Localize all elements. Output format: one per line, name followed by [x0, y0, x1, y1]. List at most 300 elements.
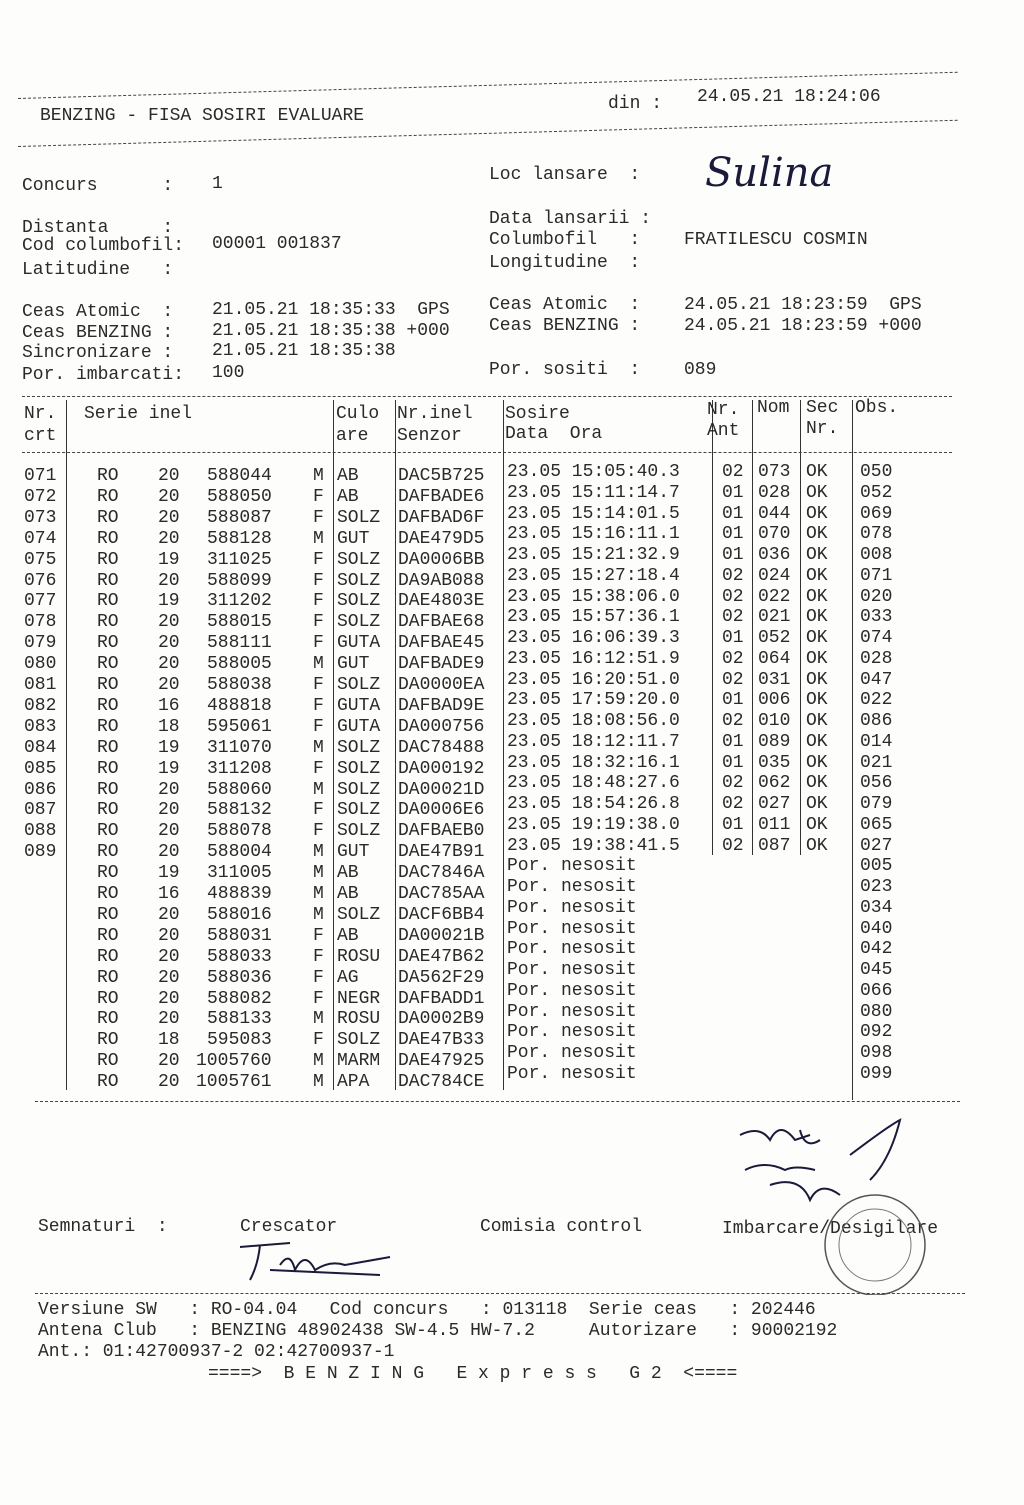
cell-color: GUTA: [337, 716, 381, 737]
cell-arrival: 23.05 18:48:27.6: [507, 773, 680, 794]
info-right-label: Data lansarii :: [489, 209, 652, 229]
cell-sex: M: [313, 1072, 324, 1093]
cell-year: 20: [158, 528, 180, 549]
cell-sec-nr: OK: [806, 648, 828, 669]
cell-sensor-ring: DA0006BB: [398, 549, 485, 570]
cell-obs: 050: [860, 462, 893, 482]
cell-row-number: 081: [24, 675, 57, 695]
cell-antenna: 01: [722, 731, 744, 752]
cell-sec-nr: OK: [806, 628, 828, 648]
cell-arrival: 23.05 15:21:32.9: [507, 545, 680, 565]
cell-ring-number: 588004: [207, 842, 272, 863]
cell-arrival: 23.05 15:38:06.0: [507, 586, 680, 607]
cell-antenna: 01: [722, 628, 744, 648]
cell-obs: 086: [860, 711, 893, 731]
cell-obs: 020: [860, 586, 893, 607]
cell-color: SOLZ: [337, 612, 381, 633]
cell-arrival: 23.05 16:20:51.0: [507, 669, 680, 690]
column-header: Senzor: [397, 426, 462, 446]
cell-year: 20: [158, 821, 180, 842]
cell-nominated: 022: [758, 586, 791, 607]
cell-obs: 040: [860, 918, 893, 939]
control-committee-label: Comisia control: [480, 1217, 643, 1237]
cell-ring-number: 588044: [207, 466, 272, 486]
cell-sec-nr: OK: [806, 503, 828, 524]
column-header: Nr.: [707, 400, 740, 420]
table-header-rule: [22, 452, 952, 453]
info-left-value: 21.05.21 18:35:33 GPS: [212, 300, 450, 320]
cell-country: RO: [97, 507, 119, 528]
column-divider: [852, 400, 853, 1100]
cell-sensor-ring: DAE47B62: [398, 946, 485, 967]
cell-arrival: Por. nesosit: [507, 918, 637, 939]
signatures-label: Semnaturi :: [38, 1217, 168, 1237]
column-divider: [395, 400, 396, 1090]
cell-arrival: 23.05 18:54:26.8: [507, 794, 680, 814]
cell-color: AB: [337, 486, 359, 507]
cell-obs: 047: [860, 669, 893, 690]
cell-color: GUT: [337, 842, 370, 863]
cell-country: RO: [97, 612, 119, 633]
cell-nominated: 024: [758, 565, 791, 586]
cell-nominated: 031: [758, 669, 791, 690]
cell-color: ROSU: [337, 1009, 381, 1030]
info-left-value: 00001 001837: [212, 234, 342, 254]
cell-ring-number: 595083: [207, 1030, 272, 1051]
cell-sec-nr: OK: [806, 814, 828, 835]
cell-sex: F: [313, 486, 324, 507]
cell-country: RO: [97, 570, 119, 591]
cell-sex: F: [313, 695, 324, 716]
cell-sex: F: [313, 507, 324, 528]
cell-row-number: 076: [24, 570, 57, 591]
cell-color: GUTA: [337, 695, 381, 716]
cell-color: SOLZ: [337, 800, 381, 821]
cell-ring-number: 588033: [207, 946, 272, 967]
cell-arrival: 23.05 15:05:40.3: [507, 462, 680, 482]
cell-color: NEGR: [337, 988, 381, 1009]
table-top-rule: [22, 396, 952, 397]
cell-sensor-ring: DAFBAE68: [398, 612, 485, 633]
cell-row-number: 080: [24, 654, 57, 675]
footer-line-ant: Ant.: 01:42700937-2 02:42700937-1: [38, 1342, 395, 1362]
info-left-label: Cod columbofil:: [22, 236, 185, 256]
cell-row-number: 087: [24, 800, 57, 821]
cell-obs: 056: [860, 773, 893, 794]
cell-color: SOLZ: [337, 591, 381, 612]
cell-color: SOLZ: [337, 507, 381, 528]
column-header: Obs.: [855, 398, 899, 418]
cell-antenna: 02: [722, 648, 744, 669]
info-right-value: 24.05.21 18:23:59 +000: [684, 316, 922, 336]
column-header: Sosire: [505, 404, 570, 424]
cell-arrival: 23.05 19:38:41.5: [507, 835, 680, 856]
cell-color: GUT: [337, 654, 370, 675]
cell-sec-nr: OK: [806, 607, 828, 628]
cell-country: RO: [97, 946, 119, 967]
cell-sensor-ring: DAC78488: [398, 737, 485, 758]
cell-sex: M: [313, 779, 324, 800]
cell-year: 20: [158, 633, 180, 654]
cell-ring-number: 595061: [207, 716, 272, 737]
column-header: Nom: [757, 398, 790, 418]
cell-color: AB: [337, 863, 359, 884]
cell-arrival: Por. nesosit: [507, 897, 637, 918]
cell-row-number: 082: [24, 695, 57, 716]
info-left-label: Ceas Atomic :: [22, 302, 174, 322]
cell-sensor-ring: DAC7846A: [398, 863, 485, 884]
cell-nominated: 028: [758, 482, 791, 503]
cell-color: AB: [337, 925, 359, 946]
cell-arrival: Por. nesosit: [507, 1001, 637, 1022]
cell-nominated: 021: [758, 607, 791, 628]
cell-sex: F: [313, 800, 324, 821]
cell-antenna: 01: [722, 752, 744, 773]
cell-country: RO: [97, 863, 119, 884]
cell-color: SOLZ: [337, 821, 381, 842]
info-right-label: Ceas BENZING :: [489, 316, 641, 336]
cell-obs: 079: [860, 794, 893, 814]
cell-antenna: 02: [722, 711, 744, 731]
cell-country: RO: [97, 695, 119, 716]
cell-obs: 027: [860, 835, 893, 856]
cell-sec-nr: OK: [806, 482, 828, 503]
cell-color: SOLZ: [337, 675, 381, 695]
cell-sensor-ring: DAFBAE45: [398, 633, 485, 654]
cell-ring-number: 588060: [207, 779, 272, 800]
cell-sex: M: [313, 904, 324, 925]
info-left-label: Latitudine :: [22, 260, 174, 280]
cell-color: AG: [337, 967, 359, 988]
cell-obs: 045: [860, 960, 893, 980]
launch-place-handwritten: Sulina: [705, 150, 834, 196]
cell-country: RO: [97, 1009, 119, 1030]
cell-sec-nr: OK: [806, 586, 828, 607]
info-right-value: 24.05.21 18:23:59 GPS: [684, 295, 922, 315]
cell-country: RO: [97, 779, 119, 800]
column-header: Serie inel: [84, 404, 193, 424]
cell-country: RO: [97, 967, 119, 988]
info-right-label: Columbofil :: [489, 230, 641, 250]
cell-sex: F: [313, 675, 324, 695]
cell-ring-number: 311025: [207, 549, 272, 570]
column-divider: [800, 400, 801, 855]
cell-sensor-ring: DAC5B725: [398, 466, 485, 486]
cell-color: SOLZ: [337, 737, 381, 758]
cell-sensor-ring: DAFBAD9E: [398, 695, 485, 716]
cell-obs: 014: [860, 731, 893, 752]
cell-row-number: 086: [24, 779, 57, 800]
cell-sensor-ring: DA000192: [398, 758, 485, 779]
cell-nominated: 087: [758, 835, 791, 856]
cell-ring-number: 588050: [207, 486, 272, 507]
column-divider: [333, 400, 334, 1090]
info-left-label: Por. imbarcati:: [22, 365, 185, 385]
cell-year: 20: [158, 925, 180, 946]
cell-country: RO: [97, 1072, 119, 1093]
cell-obs: 098: [860, 1043, 893, 1063]
cell-color: SOLZ: [337, 779, 381, 800]
cell-ring-number: 311005: [207, 863, 272, 884]
cell-sex: F: [313, 821, 324, 842]
cell-year: 20: [158, 842, 180, 863]
cell-ring-number: 588099: [207, 570, 272, 591]
cell-nominated: 089: [758, 731, 791, 752]
cell-year: 20: [158, 612, 180, 633]
cell-country: RO: [97, 737, 119, 758]
cell-obs: 074: [860, 628, 893, 648]
cell-nominated: 052: [758, 628, 791, 648]
cell-arrival: Por. nesosit: [507, 980, 637, 1001]
info-left-label: Distanta :: [22, 218, 174, 238]
cell-row-number: 071: [24, 466, 57, 486]
cell-country: RO: [97, 842, 119, 863]
cell-sensor-ring: DAE479D5: [398, 528, 485, 549]
cell-antenna: 02: [722, 565, 744, 586]
info-left-label: Sincronizare :: [22, 343, 174, 363]
cell-antenna: 01: [722, 482, 744, 503]
cell-sensor-ring: DAC784CE: [398, 1072, 485, 1093]
cell-country: RO: [97, 591, 119, 612]
cell-ring-number: 588015: [207, 612, 272, 633]
cell-year: 20: [158, 988, 180, 1009]
cell-year: 20: [158, 507, 180, 528]
cell-nominated: 064: [758, 648, 791, 669]
cell-obs: 080: [860, 1001, 893, 1022]
cell-obs: 008: [860, 545, 893, 565]
cell-year: 20: [158, 779, 180, 800]
cell-obs: 069: [860, 503, 893, 524]
cell-sec-nr: OK: [806, 711, 828, 731]
cell-ring-number: 588133: [207, 1009, 272, 1030]
cell-sex: F: [313, 612, 324, 633]
cell-arrival: 23.05 16:06:39.3: [507, 628, 680, 648]
cell-sensor-ring: DAFBAEB0: [398, 821, 485, 842]
cell-sensor-ring: DA0000EA: [398, 675, 485, 695]
footer-brand-line: ====> B E N Z I N G E x p r e s s G 2 <====: [208, 1364, 738, 1384]
breeder-signature: [230, 1235, 400, 1285]
cell-obs: 071: [860, 565, 893, 586]
cell-ring-number: 488839: [207, 884, 272, 904]
cell-obs: 023: [860, 877, 893, 897]
cell-arrival: Por. nesosit: [507, 1063, 637, 1084]
footer-line-antenna: Antena Club : BENZING 48902438 SW-4.5 HW-7.2 Autorizare : 90002192: [38, 1321, 838, 1341]
cell-nominated: 010: [758, 711, 791, 731]
column-header: Nr.inel: [397, 404, 473, 424]
cell-color: SOLZ: [337, 758, 381, 779]
cell-country: RO: [97, 884, 119, 904]
cell-color: SOLZ: [337, 1030, 381, 1051]
cell-sex: F: [313, 1030, 324, 1051]
footer-line-version: Versiune SW : RO-04.04 Cod concurs : 013118 Serie ceas : 202446: [38, 1300, 816, 1320]
cell-sensor-ring: DA9AB088: [398, 570, 485, 591]
cell-sex: F: [313, 633, 324, 654]
cell-sec-nr: OK: [806, 565, 828, 586]
cell-ring-number: 588111: [207, 633, 272, 654]
document-title: BENZING - FISA SOSIRI EVALUARE: [40, 106, 365, 126]
cell-country: RO: [97, 633, 119, 654]
cell-sex: F: [313, 758, 324, 779]
cell-nominated: 036: [758, 545, 791, 565]
cell-nominated: 070: [758, 524, 791, 545]
cell-row-number: 084: [24, 737, 57, 758]
cell-ring-number: 311070: [207, 737, 272, 758]
cell-sensor-ring: DAFBADD1: [398, 988, 485, 1009]
cell-sec-nr: OK: [806, 731, 828, 752]
cell-sex: F: [313, 549, 324, 570]
cell-color: GUTA: [337, 633, 381, 654]
cell-ring-number: 588005: [207, 654, 272, 675]
cell-country: RO: [97, 528, 119, 549]
cell-country: RO: [97, 904, 119, 925]
info-left-value: 1: [212, 174, 223, 194]
cell-obs: 099: [860, 1063, 893, 1084]
cell-ring-number: 588082: [207, 988, 272, 1009]
boarding-unsealing-label: Imbarcare/Desigilare: [722, 1219, 939, 1239]
cell-country: RO: [97, 925, 119, 946]
cell-nominated: 006: [758, 690, 791, 711]
cell-sensor-ring: DAFBAD6F: [398, 507, 485, 528]
info-left-value: 100: [212, 363, 245, 383]
cell-arrival: 23.05 18:12:11.7: [507, 731, 680, 752]
cell-sex: F: [313, 946, 324, 967]
cell-year: 20: [158, 967, 180, 988]
cell-sensor-ring: DA562F29: [398, 967, 485, 988]
column-header: crt: [24, 426, 57, 446]
cell-row-number: 074: [24, 528, 57, 549]
cell-sec-nr: OK: [806, 669, 828, 690]
cell-country: RO: [97, 988, 119, 1009]
cell-antenna: 01: [722, 503, 744, 524]
cell-year: 19: [158, 758, 180, 779]
cell-sensor-ring: DAE47925: [398, 1051, 485, 1072]
cell-antenna: 01: [722, 690, 744, 711]
cell-ring-number: 588016: [207, 904, 272, 925]
cell-obs: 078: [860, 524, 893, 545]
cell-sensor-ring: DAC785AA: [398, 884, 485, 904]
column-divider: [752, 400, 753, 855]
footer-rule: [35, 1293, 965, 1294]
cell-country: RO: [97, 654, 119, 675]
cell-year: 20: [158, 904, 180, 925]
cell-ring-number: 588031: [207, 925, 272, 946]
cell-country: RO: [97, 1030, 119, 1051]
cell-country: RO: [97, 716, 119, 737]
cell-sec-nr: OK: [806, 545, 828, 565]
cell-country: RO: [97, 466, 119, 486]
column-divider: [66, 400, 67, 1090]
cell-arrival: 23.05 15:14:01.5: [507, 503, 680, 524]
cell-country: RO: [97, 486, 119, 507]
cell-country: RO: [97, 821, 119, 842]
cell-row-number: 085: [24, 758, 57, 779]
cell-year: 20: [158, 946, 180, 967]
cell-arrival: 23.05 18:32:16.1: [507, 752, 680, 773]
cell-obs: 034: [860, 897, 893, 918]
cell-color: SOLZ: [337, 570, 381, 591]
cell-sensor-ring: DA0006E6: [398, 800, 485, 821]
committee-signatures-and-stamp: [730, 1115, 930, 1295]
cell-year: 19: [158, 863, 180, 884]
cell-sex: M: [313, 654, 324, 675]
column-header: Data Ora: [505, 424, 603, 444]
cell-sec-nr: OK: [806, 794, 828, 814]
cell-sex: F: [313, 716, 324, 737]
cell-ring-number: 588132: [207, 800, 272, 821]
cell-arrival: Por. nesosit: [507, 856, 637, 877]
cell-sex: M: [313, 737, 324, 758]
cell-row-number: 077: [24, 591, 57, 612]
cell-nominated: 062: [758, 773, 791, 794]
cell-ring-number: 588128: [207, 528, 272, 549]
cell-arrival: Por. nesosit: [507, 1022, 637, 1043]
cell-obs: 042: [860, 939, 893, 960]
cell-row-number: 089: [24, 842, 57, 863]
cell-ring-number: 588087: [207, 507, 272, 528]
cell-sex: M: [313, 1009, 324, 1030]
cell-arrival: Por. nesosit: [507, 1043, 637, 1063]
cell-country: RO: [97, 1051, 119, 1072]
cell-obs: 066: [860, 980, 893, 1001]
cell-ring-number: 588036: [207, 967, 272, 988]
info-right-label: Longitudine :: [489, 253, 641, 273]
cell-year: 19: [158, 549, 180, 570]
cell-ring-number: 311208: [207, 758, 272, 779]
info-left-label: Ceas BENZING :: [22, 323, 174, 343]
cell-sec-nr: OK: [806, 690, 828, 711]
column-header: Nr.: [806, 419, 839, 439]
cell-antenna: 02: [722, 586, 744, 607]
cell-antenna: 02: [722, 462, 744, 482]
cell-sensor-ring: DA00021D: [398, 779, 485, 800]
cell-arrival: 23.05 15:57:36.1: [507, 607, 680, 628]
cell-ring-number: 488818: [207, 695, 272, 716]
cell-year: 20: [158, 1009, 180, 1030]
cell-sex: M: [313, 884, 324, 904]
cell-arrival: 23.05 15:11:14.7: [507, 482, 680, 503]
cell-arrival: Por. nesosit: [507, 960, 637, 980]
column-header: Sec: [806, 398, 839, 418]
info-right-value: FRATILESCU COSMIN: [684, 230, 868, 250]
cell-sex: M: [313, 466, 324, 486]
cell-antenna: 02: [722, 607, 744, 628]
cell-nominated: 027: [758, 794, 791, 814]
info-right-label: Loc lansare :: [489, 165, 641, 185]
cell-year: 19: [158, 737, 180, 758]
cell-sensor-ring: DAE4803E: [398, 591, 485, 612]
cell-sec-nr: OK: [806, 835, 828, 856]
cell-sex: F: [313, 570, 324, 591]
cell-arrival: Por. nesosit: [507, 939, 637, 960]
cell-obs: 065: [860, 814, 893, 835]
cell-sensor-ring: DAE47B91: [398, 842, 485, 863]
cell-year: 16: [158, 884, 180, 904]
cell-sensor-ring: DA00021B: [398, 925, 485, 946]
column-divider: [503, 400, 504, 1090]
cell-year: 20: [158, 486, 180, 507]
cell-row-number: 073: [24, 507, 57, 528]
cell-sensor-ring: DAFBADE6: [398, 486, 485, 507]
cell-sensor-ring: DA0002B9: [398, 1009, 485, 1030]
cell-color: APA: [337, 1072, 370, 1093]
cell-year: 20: [158, 1051, 180, 1072]
cell-sec-nr: OK: [806, 752, 828, 773]
cell-arrival: 23.05 16:12:51.9: [507, 648, 680, 669]
cell-arrival: 23.05 17:59:20.0: [507, 690, 680, 711]
info-left-label: Concurs :: [22, 176, 174, 196]
cell-year: 20: [158, 675, 180, 695]
cell-sex: M: [313, 528, 324, 549]
